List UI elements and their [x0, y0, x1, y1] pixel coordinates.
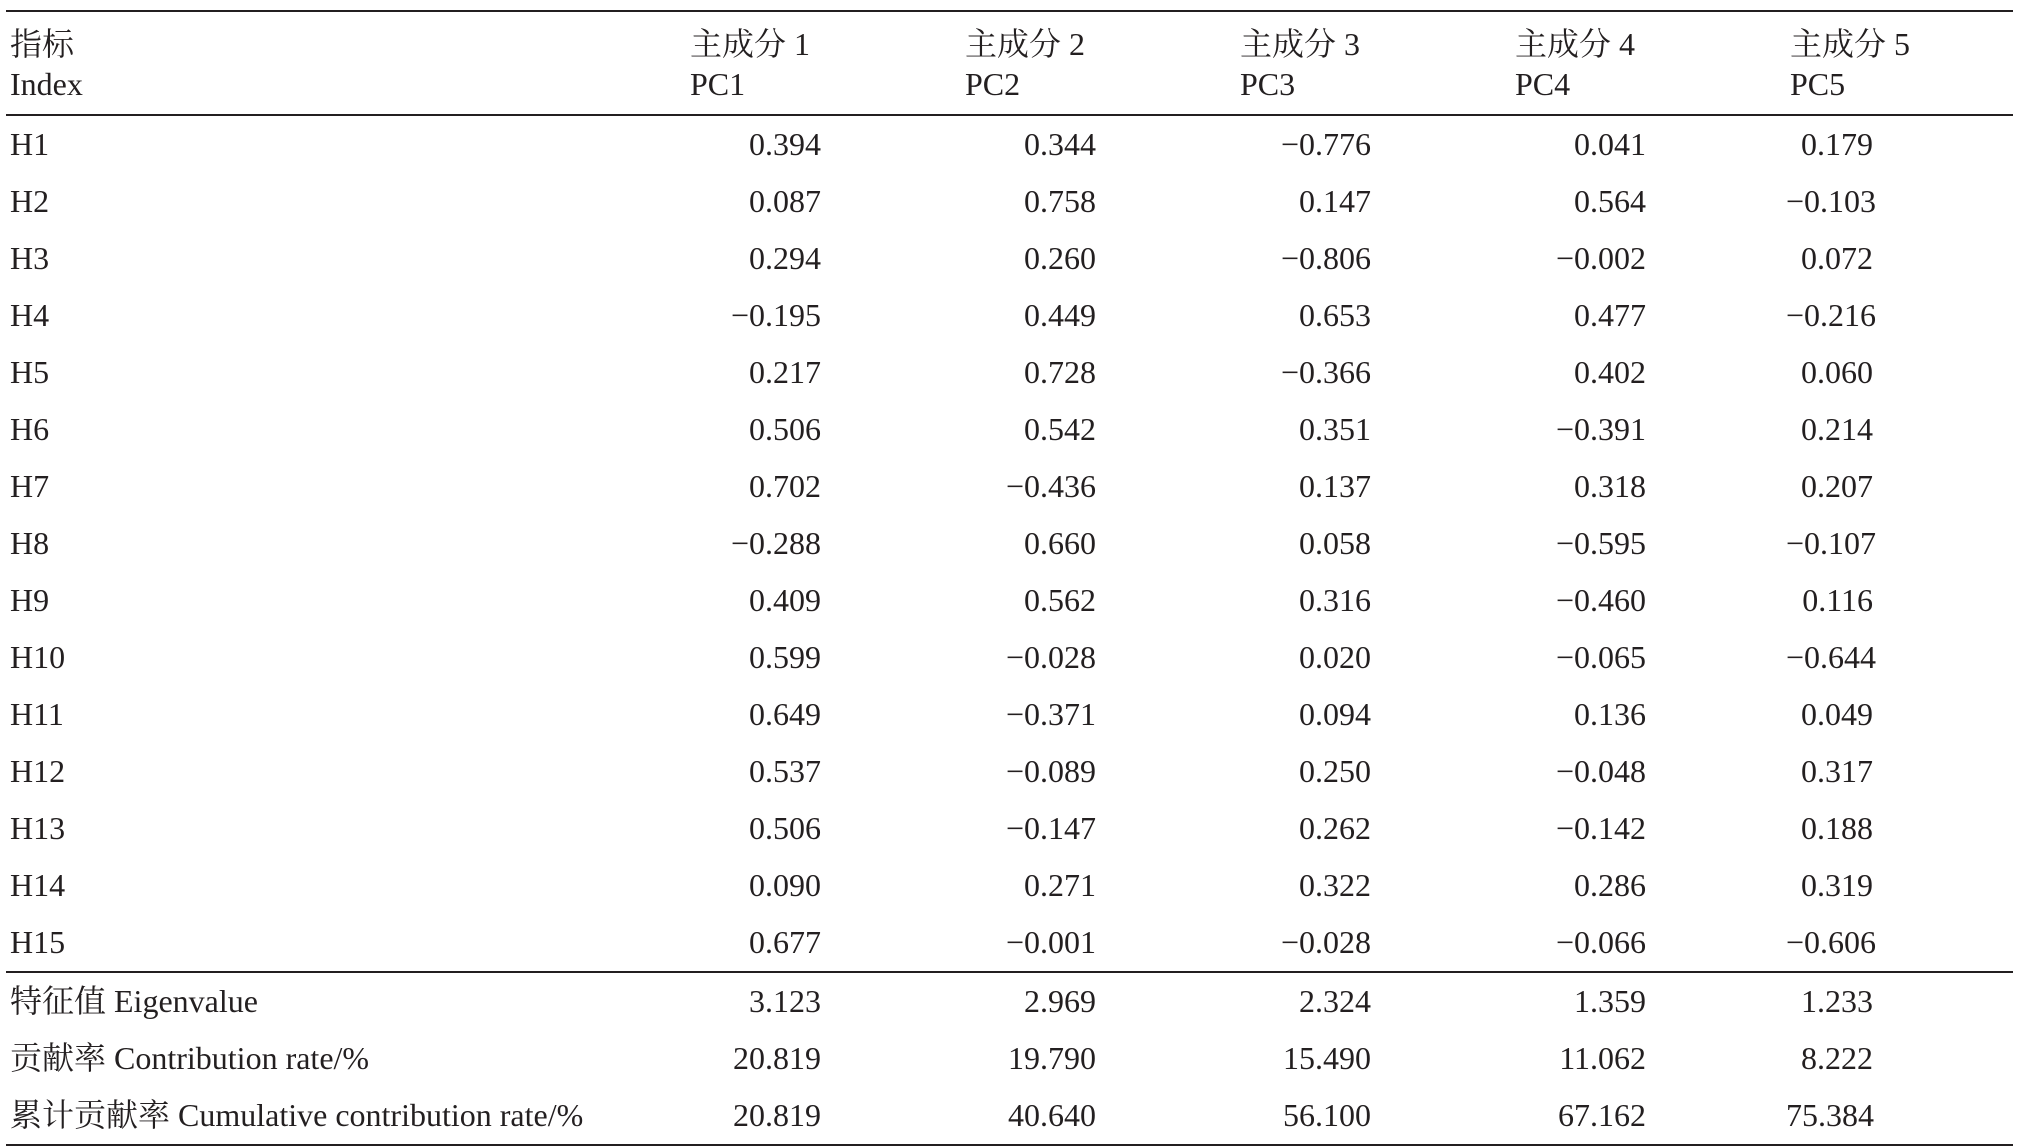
pc4-value-cell: 0.286 [1574, 867, 1646, 903]
pc3-value-cell: −0.366 [1280, 354, 1371, 390]
pc4-value-cell: −0.460 [1555, 582, 1646, 618]
pc3-value-cell: 0.094 [1299, 696, 1371, 732]
summary-label: 特征值 Eigenvalue [6, 972, 686, 1030]
table-row [6, 800, 2013, 857]
pc1-value-cell: 0.702 [749, 468, 821, 504]
pc3-value-cell: −0.028 [1280, 924, 1371, 960]
summary-label: 贡献率 Contribution rate/% [10, 1040, 370, 1076]
pc3-value-cell: 0.653 [1299, 297, 1371, 333]
pc4-value-cell: −0.066 [1555, 924, 1646, 960]
pc2-value-cell: 2.969 [961, 972, 1236, 1030]
pc3-value-cell: 0.020 [1299, 639, 1371, 675]
pc4-value-cell: 0.136 [1574, 696, 1646, 732]
indicator-label: H8 [10, 525, 50, 561]
header-row-english [6, 64, 2013, 115]
pc2-value-cell: −0.147 [1005, 810, 1096, 846]
pc1-value-cell: 0.217 [749, 354, 821, 390]
pc5-value-cell: −0.103 [1786, 183, 1877, 219]
pc4-header-en: PC4 [1511, 64, 1786, 115]
indicator-label: H7 [10, 468, 50, 504]
pc4-value-cell: −0.002 [1555, 240, 1646, 276]
pc2-value-cell: 0.449 [1024, 297, 1096, 333]
pc5-value-cell: 0.317 [1801, 753, 1873, 789]
indicator-label: H6 [10, 411, 50, 447]
pc4-value-cell: 0.041 [1574, 126, 1646, 162]
pc2-value-cell: 0.271 [1024, 867, 1096, 903]
table-row [6, 287, 2013, 344]
pc5-value-cell: 0.116 [1802, 582, 1873, 618]
pc3-value-cell: 0.137 [1299, 468, 1371, 504]
indicator-label: H9 [10, 582, 50, 618]
pc1-value-cell: 0.649 [749, 696, 821, 732]
pc5-value-cell: 0.207 [1801, 468, 1873, 504]
pc1-value-cell: 0.394 [749, 126, 821, 162]
pc2-value-cell: 0.758 [1024, 183, 1096, 219]
table-row [6, 344, 2013, 401]
pc5-value-cell: 0.179 [1801, 126, 1873, 162]
indicator-label: H10 [10, 639, 66, 675]
pc2-value-cell: 0.728 [1024, 354, 1096, 390]
pc4-value-cell: 0.402 [1574, 354, 1646, 390]
table-row [6, 857, 2013, 914]
indicator-label: H2 [10, 183, 50, 219]
pc5-value-cell: −0.216 [1786, 297, 1877, 333]
table-row [6, 743, 2013, 800]
pc5-value-cell: 0.319 [1801, 867, 1873, 903]
pc2-value-cell: −0.371 [1005, 696, 1096, 732]
pc2-value-cell: −0.436 [1005, 468, 1096, 504]
pca-loadings-table [6, 10, 2013, 1146]
table-row [6, 230, 2013, 287]
pc3-value-cell: 0.262 [1299, 810, 1371, 846]
pc4-value-cell: 0.318 [1574, 468, 1646, 504]
pc1-value-cell: 0.506 [749, 810, 821, 846]
indicator-label: H1 [10, 126, 50, 162]
table-header [6, 11, 2013, 115]
table-row [6, 173, 2013, 230]
pc4-value-cell: 0.477 [1574, 297, 1646, 333]
pc1-value-cell: 0.537 [749, 753, 821, 789]
summary-row [6, 1087, 2013, 1145]
pc2-header-cn: 主成分 2 [961, 11, 1236, 64]
summary-row [6, 972, 2013, 1030]
pc2-value-cell: −0.001 [1005, 924, 1096, 960]
pc2-value-cell: 0.562 [1024, 582, 1096, 618]
pc3-value-cell: −0.806 [1280, 240, 1371, 276]
pc1-value-cell: 0.087 [749, 183, 821, 219]
indicator-label: H5 [10, 354, 50, 390]
indicator-label: H13 [10, 810, 66, 846]
header-row-chinese [6, 11, 2013, 64]
pc4-header-cn: 主成分 4 [1511, 11, 1786, 64]
pc1-value-cell: 0.677 [749, 924, 821, 960]
pc4-value-cell: −0.391 [1555, 411, 1646, 447]
summary-label: 累计贡献率 Cumulative contribution rate/% [6, 1087, 686, 1145]
table-row [6, 458, 2013, 515]
table-row [6, 686, 2013, 743]
pc5-value-cell: 0.214 [1801, 411, 1873, 447]
indicator-label: H3 [10, 240, 50, 276]
pc4-value-cell: −0.595 [1555, 525, 1646, 561]
pc2-value-cell: 19.790 [1008, 1040, 1096, 1076]
pc5-header-cn: 主成分 5 [1786, 11, 2013, 64]
pc4-value-cell: 0.564 [1574, 183, 1646, 219]
indicator-label: H4 [10, 297, 50, 333]
indicator-label: H14 [10, 867, 66, 903]
pc1-value-cell: 20.819 [733, 1040, 821, 1076]
table-row [6, 515, 2013, 572]
pc4-value-cell: −0.048 [1555, 753, 1646, 789]
pc5-value-cell: 0.049 [1801, 696, 1873, 732]
pc2-value-cell: 0.344 [1024, 126, 1096, 162]
pc2-value-cell: −0.028 [1005, 639, 1096, 675]
table-row [6, 572, 2013, 629]
pc4-value-cell: −0.065 [1555, 639, 1646, 675]
pc2-header-en: PC2 [961, 64, 1236, 115]
pc1-header-en: PC1 [686, 64, 961, 115]
table-row [6, 115, 2013, 173]
pc5-value-cell: −0.606 [1786, 924, 1877, 960]
pc3-value-cell: 0.351 [1299, 411, 1371, 447]
pc5-value-cell: 0.188 [1801, 810, 1873, 846]
index-header-en: Index [6, 64, 686, 115]
pc1-value-cell: 3.123 [686, 972, 961, 1030]
pc2-value-cell: 40.640 [961, 1087, 1236, 1145]
pc3-value-cell: 0.322 [1299, 867, 1371, 903]
pc2-value-cell: 0.542 [1024, 411, 1096, 447]
pc3-value-cell: 2.324 [1236, 972, 1511, 1030]
indicator-label: H12 [10, 753, 66, 789]
pc3-value-cell: 0.316 [1299, 582, 1371, 618]
pc3-header-cn: 主成分 3 [1236, 11, 1511, 64]
pc3-value-cell: 0.058 [1299, 525, 1371, 561]
pc3-value-cell: 0.147 [1299, 183, 1371, 219]
pc3-value-cell: 15.490 [1283, 1040, 1371, 1076]
pc4-value-cell: −0.142 [1555, 810, 1646, 846]
pc5-value-cell: 0.072 [1801, 240, 1873, 276]
index-header-cn: 指标 [6, 11, 686, 64]
pc5-value-cell: 75.384 [1786, 1087, 2013, 1145]
summary-row [6, 1030, 2013, 1087]
pc2-value-cell: −0.089 [1005, 753, 1096, 789]
pc5-value-cell: 1.233 [1786, 972, 2013, 1030]
pc4-value-cell: 67.162 [1511, 1087, 1786, 1145]
pc1-value-cell: 0.090 [749, 867, 821, 903]
pc1-value-cell: −0.195 [730, 297, 821, 333]
pc5-value-cell: 0.060 [1801, 354, 1873, 390]
table-row [6, 629, 2013, 686]
pc1-value-cell: 0.599 [749, 639, 821, 675]
pc3-value-cell: 0.250 [1299, 753, 1371, 789]
table-row [6, 401, 2013, 458]
indicator-label: H11 [10, 696, 64, 732]
pc3-header-en: PC3 [1236, 64, 1511, 115]
pc1-value-cell: 0.294 [749, 240, 821, 276]
pc5-value-cell: −0.107 [1786, 525, 1877, 561]
pc2-value-cell: 0.660 [1024, 525, 1096, 561]
indicator-label: H15 [10, 924, 66, 960]
pc3-value-cell: −0.776 [1280, 126, 1371, 162]
pc5-value-cell: 8.222 [1801, 1040, 1873, 1076]
pc1-value-cell: 20.819 [686, 1087, 961, 1145]
pc3-value-cell: 56.100 [1236, 1087, 1511, 1145]
pc5-value-cell: −0.644 [1786, 639, 1877, 675]
table-body [6, 115, 2013, 1145]
pc2-value-cell: 0.260 [1024, 240, 1096, 276]
pc1-header-cn: 主成分 1 [686, 11, 961, 64]
pc1-value-cell: 0.506 [749, 411, 821, 447]
pc4-value-cell: 1.359 [1511, 972, 1786, 1030]
pc4-value-cell: 11.062 [1559, 1040, 1646, 1076]
table-row [6, 914, 2013, 972]
pc5-header-en: PC5 [1786, 64, 2013, 115]
pc1-value-cell: 0.409 [749, 582, 821, 618]
pc1-value-cell: −0.288 [730, 525, 821, 561]
